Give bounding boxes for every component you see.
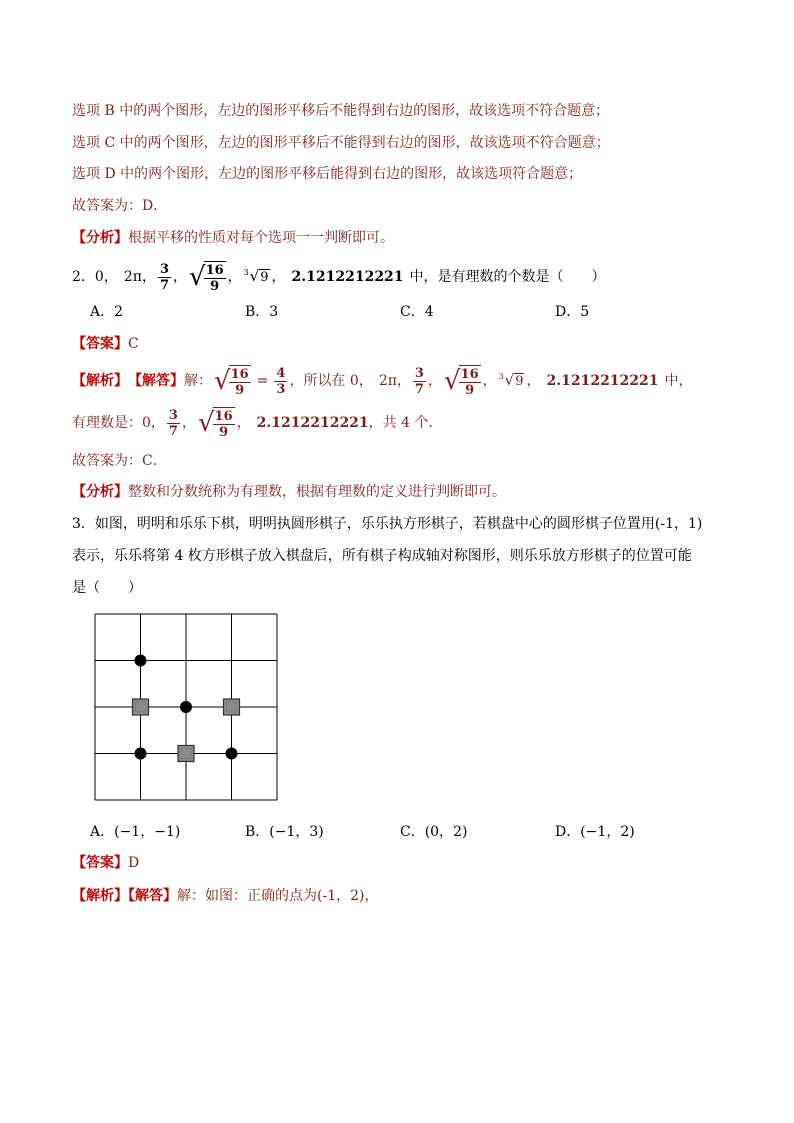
denominator: 9 <box>210 278 220 294</box>
q2-two-pi: 2π <box>123 269 142 285</box>
sqrt-16-9: √ $\frac{16}{9}$ <box>189 262 224 294</box>
denominator: 9 <box>465 382 475 398</box>
solution-label: 【解析】 <box>72 373 128 389</box>
q2-number: 2． <box>72 269 95 285</box>
numerator: 3 <box>414 365 424 381</box>
denominator: 7 <box>168 423 178 439</box>
q2-stem <box>72 258 754 296</box>
denominator: 7 <box>414 381 424 397</box>
sqrt-16-9: √ $\frac{16}{9}$ <box>443 366 479 398</box>
comma: ， <box>427 373 442 389</box>
round-piece <box>226 748 238 760</box>
numerator: 16 <box>460 366 479 382</box>
numerator: 3 <box>168 407 178 423</box>
answer-value: C <box>128 336 139 352</box>
analysis-label: 【分析】 <box>72 230 128 246</box>
answer-value: D <box>128 855 140 871</box>
root-index: 3 <box>498 372 504 381</box>
comma: ， <box>482 373 497 389</box>
q2-decimal: 2.1212212221 <box>291 269 404 285</box>
q2-option-b[interactable]: B．3 <box>245 304 279 320</box>
analysis-text: 根据平移的性质对每个选项一一判断即可。 <box>128 230 394 246</box>
round-piece <box>180 701 192 713</box>
sqrt-16-9: √ $\frac{16}{9}$ <box>214 366 249 398</box>
comma: ， <box>526 373 541 389</box>
two-pi: 2π <box>378 373 397 389</box>
q2-option-d[interactable]: D．5 <box>555 304 590 320</box>
q2-option-c[interactable]: C．4 <box>400 304 434 320</box>
answer-label: 【答案】 <box>72 855 128 871</box>
round-piece <box>135 748 147 760</box>
comma: ， <box>271 269 286 285</box>
square-piece <box>133 699 149 715</box>
denominator: 9 <box>219 424 229 440</box>
q3-stem-line-3: 是（ ） <box>72 580 142 596</box>
q2-solution <box>72 362 754 400</box>
q3-option-d[interactable]: D．(−1，2) <box>555 824 635 840</box>
numerator: 3 <box>159 261 169 277</box>
root-index: 3 <box>243 268 249 277</box>
solution-mid: ，所以在 0， <box>289 373 373 389</box>
solution-end: 中， <box>664 373 693 389</box>
numerator: 16 <box>230 366 249 382</box>
q2-stem-tail: 中，是有理数的个数是（ ） <box>409 269 606 285</box>
analysis-label: 【分析】 <box>72 484 128 500</box>
root-argument: 9 <box>515 374 524 389</box>
numerator: 16 <box>214 408 233 424</box>
sqrt-16-9: √ $\frac{16}{9}$ <box>197 408 233 440</box>
denominator: 9 <box>235 382 245 398</box>
round-piece <box>135 655 147 667</box>
q3-answer <box>72 853 754 873</box>
q1-option-c-explanation: 选项 C 中的两个图形，左边的图形平移后不能得到右边的图形，故该选项不符合题意； <box>72 135 610 151</box>
comma: ， <box>227 269 242 285</box>
comma: ， <box>141 269 156 285</box>
comma: ， <box>181 415 196 431</box>
fraction-3-7 <box>413 366 426 397</box>
chess-board-diagram <box>93 612 279 802</box>
q3-option-b[interactable]: B．(−1，3) <box>245 824 324 840</box>
numerator: 16 <box>205 262 224 278</box>
decimal: 2.1212212221 <box>256 415 369 431</box>
q2-analysis <box>72 482 754 502</box>
solution-label-detail: 【解答】 <box>128 888 177 904</box>
q1-conclusion: 故答案为：D． <box>72 198 168 214</box>
comma: ， <box>236 415 251 431</box>
q3-stem-line-2: 表示，乐乐将第 4 枚方形棋子放入棋盘后，所有棋子构成轴对称图形，则乐乐放方形棋子的位置可能 <box>72 548 692 564</box>
equals-sign: = <box>256 373 269 389</box>
denominator: 3 <box>276 381 286 397</box>
solution-label: 【解析】 <box>72 888 128 904</box>
q1-option-b-explanation: 选项 B 中的两个图形，左边的图形平移后不能得到右边的图形，故该选项不符合题意； <box>72 103 610 119</box>
denominator: 7 <box>159 277 169 293</box>
answer-label: 【答案】 <box>72 336 128 352</box>
solution-label-detail: 【解答】 <box>128 373 184 389</box>
q3-stem-line-1: 3．如图，明明和乐乐下棋，明明执圆形棋子，乐乐执方形棋子，若棋盘中心的圆形棋子位置用(-1，1) <box>72 516 703 532</box>
q2-conclusion: 故答案为：C． <box>72 453 167 469</box>
decimal: 2.1212212221 <box>546 373 659 389</box>
cube-root-9: 3 √9 <box>499 370 525 392</box>
comma: ， <box>173 269 187 285</box>
numerator: 4 <box>276 365 286 381</box>
q2-answer <box>72 334 754 354</box>
square-piece <box>178 746 194 762</box>
analysis-text: 整数和分数统称为有理数，根据有理数的定义进行判断即可。 <box>128 484 506 500</box>
q1-option-d-explanation: 选项 D 中的两个图形，左边的图形平移后能得到右边的图形，故该选项符合题意； <box>72 166 583 182</box>
cube-root-9: 3 √9 <box>244 266 270 288</box>
root-argument: 9 <box>260 270 269 285</box>
solution-prefix: 解： <box>184 373 212 389</box>
square-piece <box>224 699 240 715</box>
q2-rational-list <box>72 404 754 442</box>
q3-solution <box>72 886 754 906</box>
fraction-4-3 <box>274 366 287 397</box>
solution-text: 解：如图：正确的点为(-1，2)， <box>177 888 379 904</box>
fraction-3-7 <box>167 408 180 439</box>
q1-analysis <box>72 228 754 248</box>
fraction-3-7 <box>158 262 171 293</box>
q2-option-a[interactable]: A．2 <box>90 304 124 320</box>
comma: ， <box>396 373 411 389</box>
rational-suffix: ，共 4 个． <box>368 415 443 431</box>
q3-option-a[interactable]: A．(−1，−1) <box>90 824 181 840</box>
q2-zero: 0， <box>94 269 118 285</box>
rational-prefix: 有理数是：0， <box>72 415 165 431</box>
q3-option-c[interactable]: C．(0，2) <box>400 824 468 840</box>
